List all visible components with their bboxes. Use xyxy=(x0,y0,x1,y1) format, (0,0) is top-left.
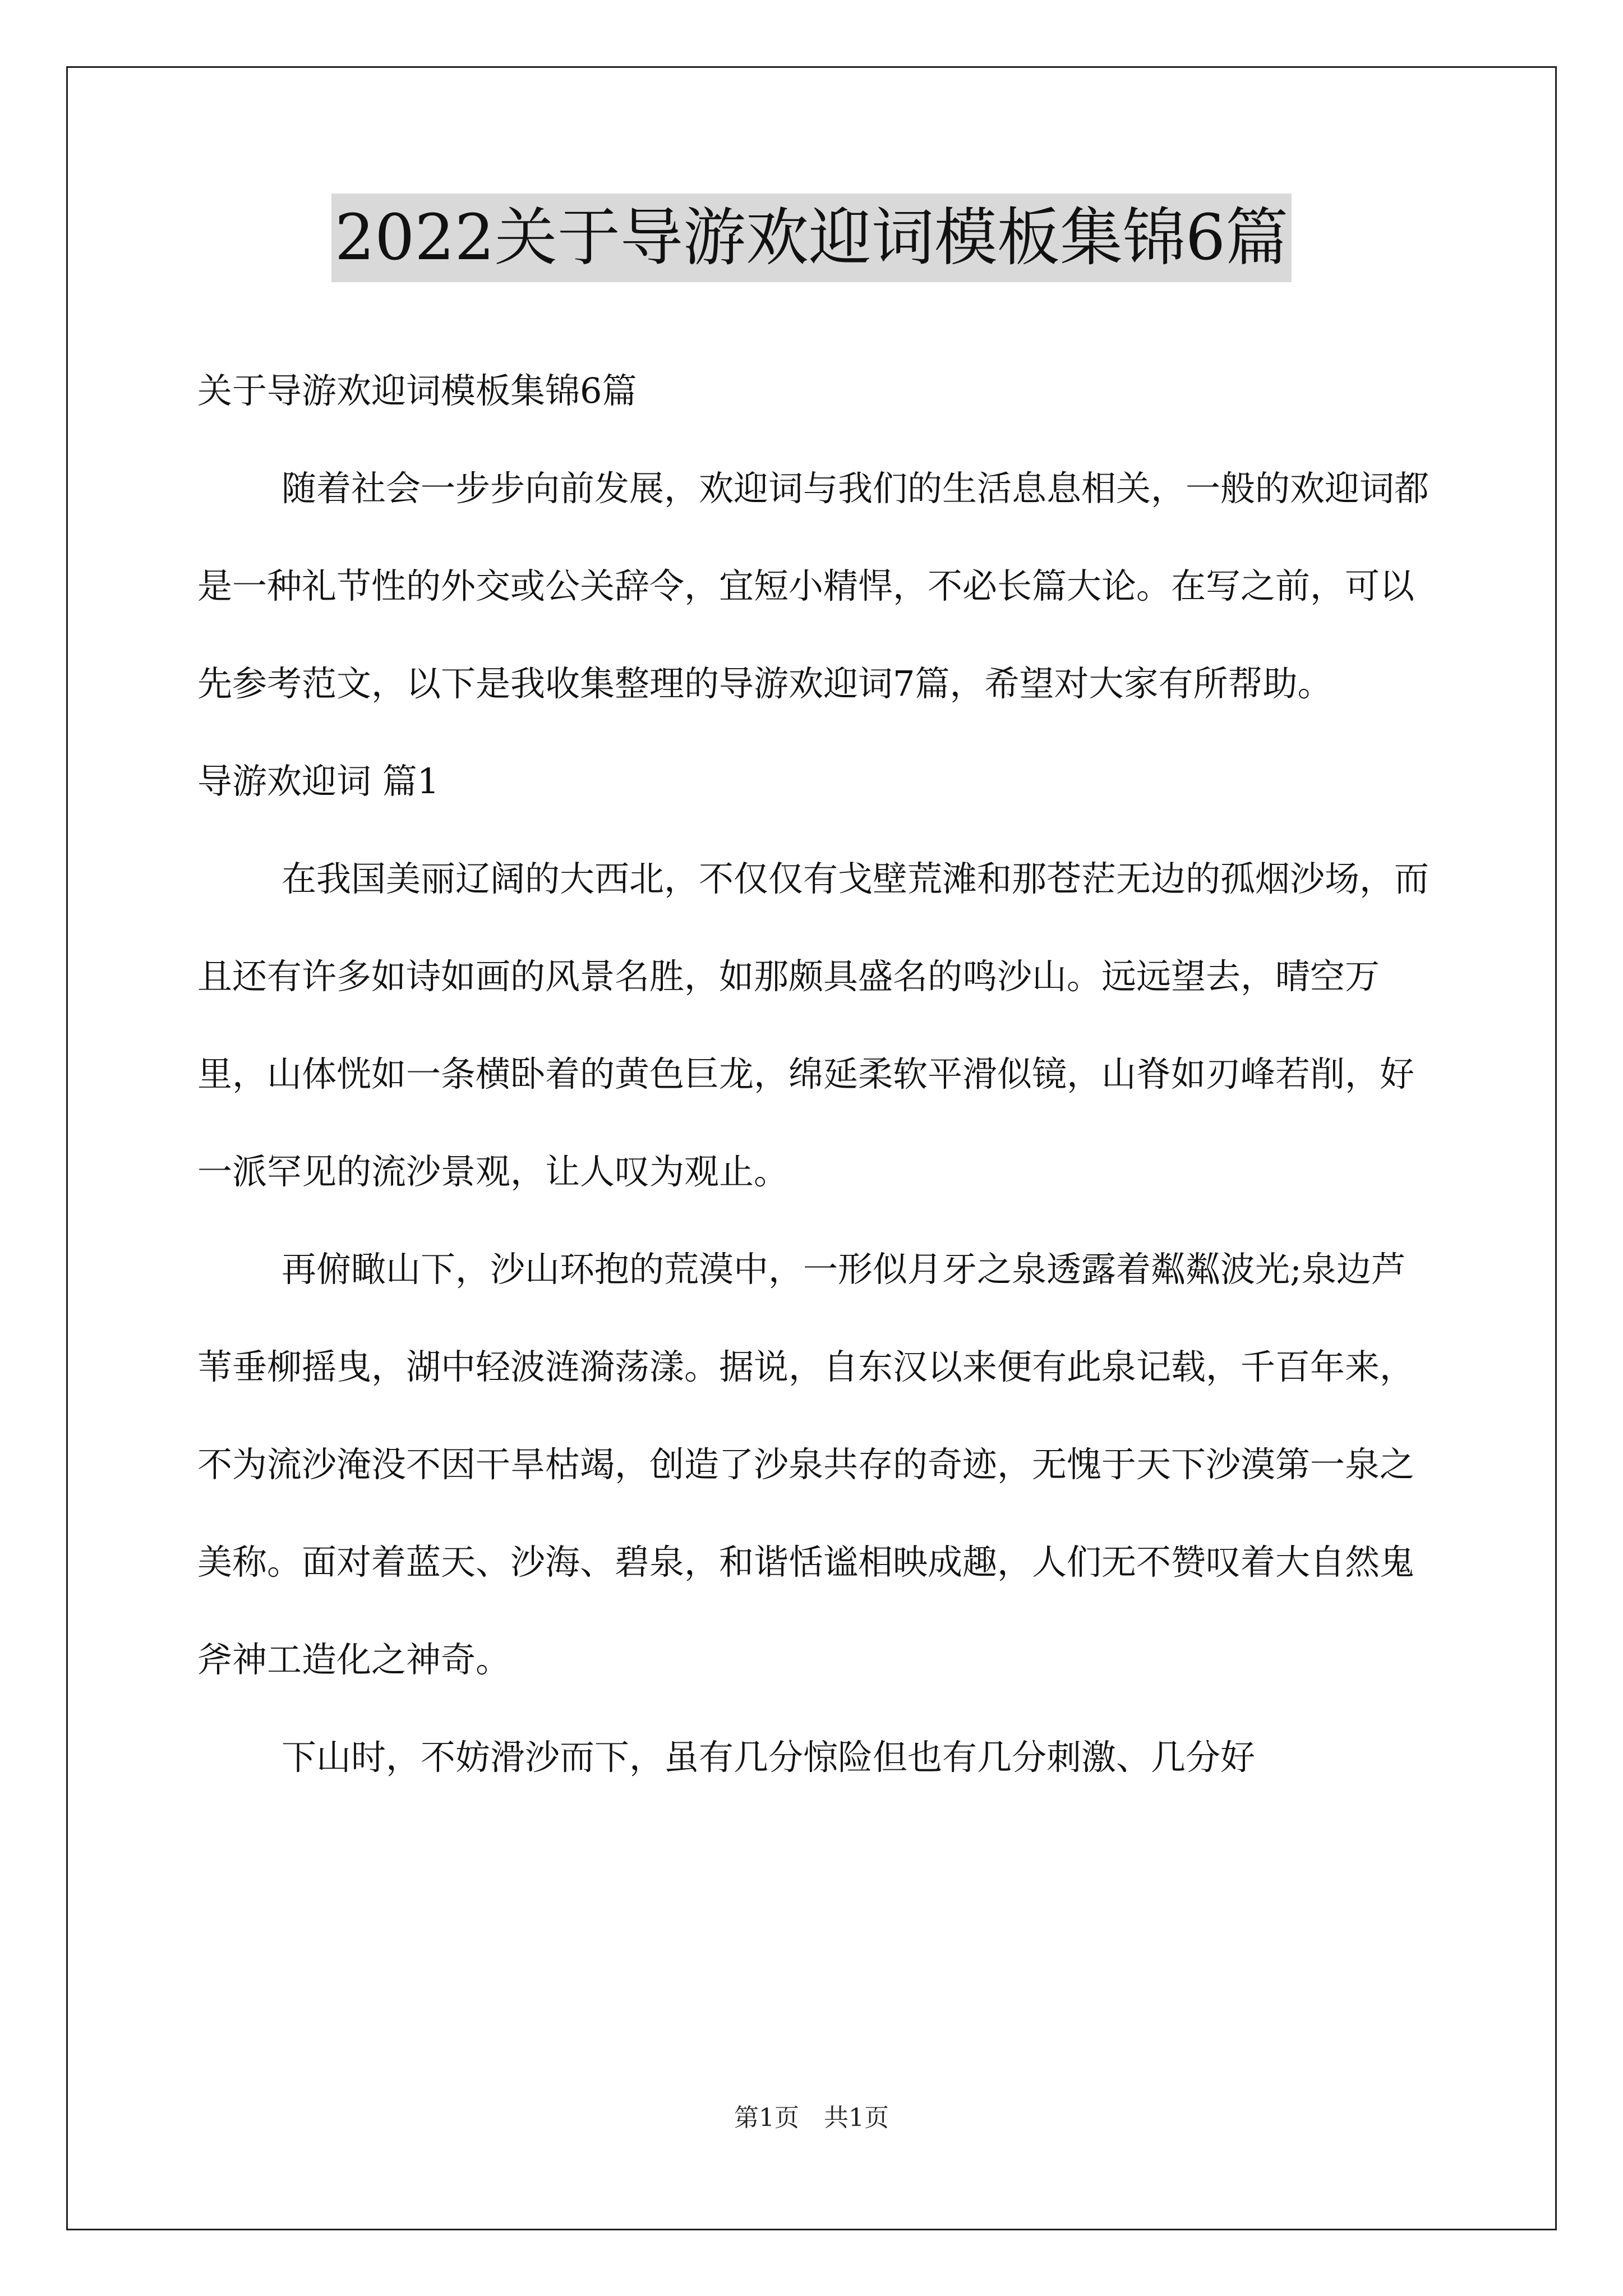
document-body xyxy=(197,342,1437,1806)
document-title: 2022关于导游欢迎词模板集锦6篇 xyxy=(331,194,1292,282)
body-paragraph: 在我国美丽辽阔的大西北，不仅仅有戈壁荒滩和那苍茫无边的孤烟沙场，而且还有许多如诗如画的风景名胜，如那颇具盛名的鸣沙山。远远望去，晴空万里，山体恍如一条横卧着的黄色巨龙，绵延柔软平滑似镜，山脊如刃峰若削，好一派罕见的流沙景观，让人叹为观止。 xyxy=(197,858,1430,1192)
page-footer: 第1页 共1页 xyxy=(734,2104,889,2132)
body-paragraph: 下山时，不妨滑沙而下，虽有几分惊险但也有几分刺激、几分好 xyxy=(282,1737,1256,1778)
intro-paragraph: 随着社会一步步向前发展，欢迎词与我们的生活息息相关，一般的欢迎词都是一种礼节性的外交或公关辞令，宜短小精悍，不必长篇大论。在写之前，可以先参考范文，以下是我收集整理的导游欢迎词7篇，希望对大家有所帮助。 xyxy=(197,468,1430,704)
subtitle-paragraph: 关于导游欢迎词模板集锦6篇 xyxy=(197,370,637,411)
body-paragraph: 再俯瞰山下，沙山环抱的荒漠中，一形似月牙之泉透露着粼粼波光;泉边芦苇垂柳摇曳，湖中轻波涟漪荡漾。据说，自东汉以来便有此泉记载，千百年来，不为流沙淹没不因干旱枯竭，创造了沙泉共存的奇迹，无愧于天下沙漠第一泉之美称。面对着蓝天、沙海、碧泉，和谐恬谧相映成趣，人们无不赞叹着大自然鬼斧神工造化之神奇。 xyxy=(197,1249,1415,1680)
section-heading: 导游欢迎词 篇1 xyxy=(197,761,440,802)
title-container xyxy=(0,194,1623,282)
